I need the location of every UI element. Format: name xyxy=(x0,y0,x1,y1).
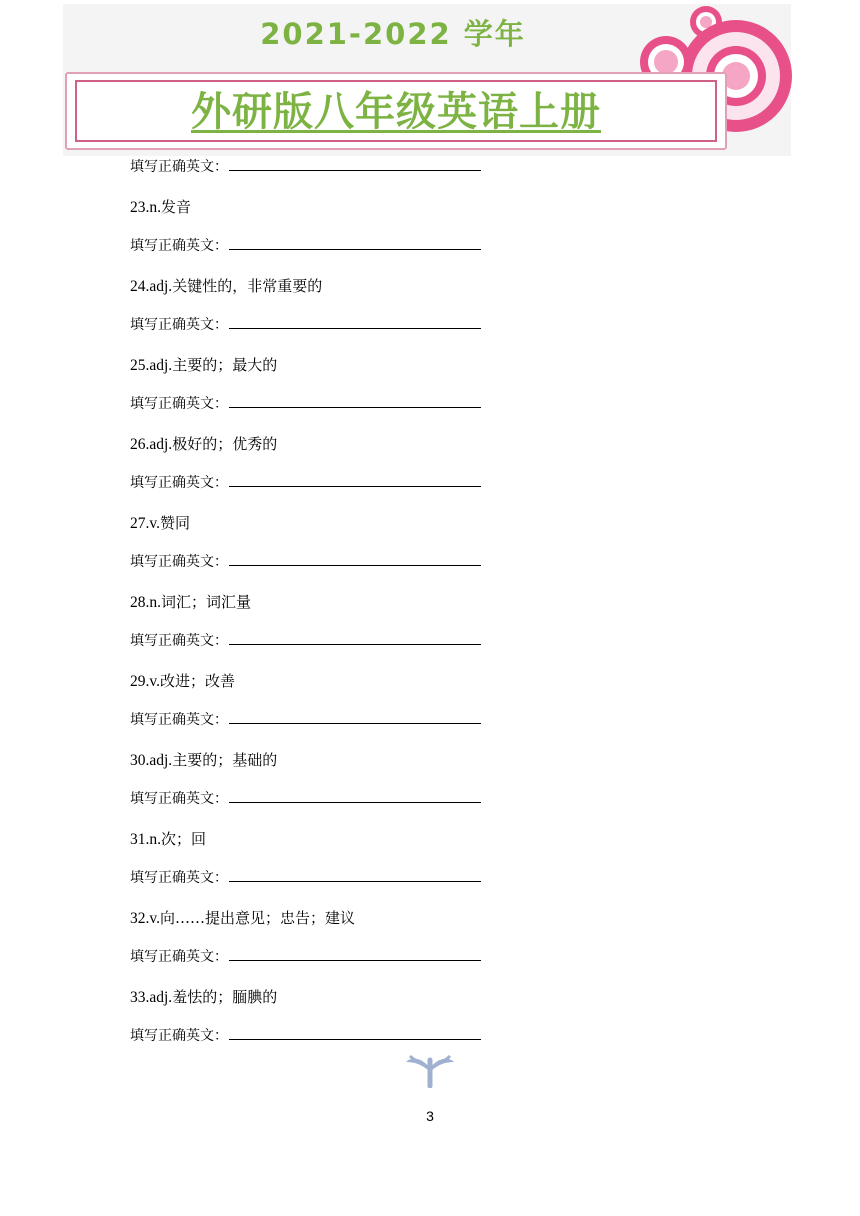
item-pos: adj. xyxy=(149,278,173,295)
answer-blank xyxy=(229,867,481,882)
item-pos: adj. xyxy=(149,436,173,453)
list-item xyxy=(130,749,277,770)
item-number: 33. xyxy=(130,989,150,1006)
item-number: 31. xyxy=(130,831,150,848)
item-pos: adj. xyxy=(149,357,173,374)
list-item xyxy=(130,828,206,849)
list-item xyxy=(130,907,355,928)
answer-blank xyxy=(229,235,481,250)
prompt-label: 填写正确英文： xyxy=(130,949,228,965)
item-pos: adj. xyxy=(149,989,173,1006)
answer-line xyxy=(130,393,481,413)
answer-blank xyxy=(229,393,481,408)
item-meaning: 词汇；词汇量 xyxy=(161,593,252,611)
answer-blank xyxy=(229,946,481,961)
answer-blank xyxy=(229,788,481,803)
item-meaning: 极好的；优秀的 xyxy=(172,435,278,453)
item-number: 30. xyxy=(130,752,150,769)
document-title: 外研版八年级英语上册 xyxy=(191,89,601,135)
answer-line xyxy=(130,314,481,334)
answer-blank xyxy=(229,630,481,645)
item-pos: n. xyxy=(149,594,161,611)
answer-blank xyxy=(229,1025,481,1040)
prompt-label: 填写正确英文： xyxy=(130,238,228,254)
list-item xyxy=(130,433,277,454)
item-number: 28. xyxy=(130,594,150,611)
prompt-label: 填写正确英文： xyxy=(130,159,228,175)
answer-line xyxy=(130,867,481,887)
prompt-label: 填写正确英文： xyxy=(130,396,228,412)
item-meaning: 发音 xyxy=(161,198,192,216)
answer-line xyxy=(130,235,481,255)
prompt-label: 填写正确英文： xyxy=(130,317,228,333)
answer-blank xyxy=(229,314,481,329)
list-item xyxy=(130,670,235,691)
item-pos: adj. xyxy=(149,752,173,769)
item-pos: v. xyxy=(149,673,160,690)
item-number: 26. xyxy=(130,436,150,453)
list-item xyxy=(130,512,190,533)
item-pos: v. xyxy=(149,515,160,532)
list-item xyxy=(130,986,277,1007)
page-number: 3 xyxy=(426,1108,434,1124)
item-pos: n. xyxy=(149,199,161,216)
answer-line xyxy=(130,630,481,650)
prompt-label: 填写正确英文： xyxy=(130,791,228,807)
item-meaning: 关键性的，非常重要的 xyxy=(172,277,323,295)
prompt-label: 填写正确英文： xyxy=(130,870,228,886)
list-item xyxy=(130,591,251,612)
item-meaning: 主要的；最大的 xyxy=(172,356,278,374)
answer-line xyxy=(130,946,481,966)
prompt-label: 填写正确英文： xyxy=(130,712,228,728)
school-year-heading: 2021-2022 学年 xyxy=(260,17,526,51)
answer-line xyxy=(130,1025,481,1045)
answer-blank xyxy=(229,156,481,171)
item-meaning: 赞同 xyxy=(160,514,191,532)
item-number: 29. xyxy=(130,673,150,690)
item-meaning: 改进；改善 xyxy=(160,672,236,690)
prompt-label: 填写正确英文： xyxy=(130,633,228,649)
item-pos: n. xyxy=(149,831,161,848)
item-number: 23. xyxy=(130,199,150,216)
item-meaning: 主要的；基础的 xyxy=(172,751,278,769)
item-number: 24. xyxy=(130,278,150,295)
list-item xyxy=(130,354,277,375)
item-number: 27. xyxy=(130,515,150,532)
item-number: 25. xyxy=(130,357,150,374)
answer-line xyxy=(130,709,481,729)
sprout-ornament-icon xyxy=(404,1050,456,1088)
prompt-label: 填写正确英文： xyxy=(130,475,228,491)
answer-line xyxy=(130,788,481,808)
list-item xyxy=(130,275,322,296)
answer-line xyxy=(130,156,481,176)
item-meaning: 次；回 xyxy=(161,830,207,848)
answer-blank xyxy=(229,709,481,724)
list-item xyxy=(130,196,191,217)
answer-blank xyxy=(229,472,481,487)
title-frame xyxy=(65,72,727,150)
item-number: 32. xyxy=(130,910,150,927)
answer-blank xyxy=(229,551,481,566)
prompt-label: 填写正确英文： xyxy=(130,1028,228,1044)
prompt-label: 填写正确英文： xyxy=(130,554,228,570)
item-meaning: 羞怯的；腼腆的 xyxy=(172,988,278,1006)
item-pos: v. xyxy=(149,910,160,927)
item-meaning: 向……提出意见；忠告；建议 xyxy=(160,909,356,927)
answer-line xyxy=(130,472,481,492)
answer-line xyxy=(130,551,481,571)
